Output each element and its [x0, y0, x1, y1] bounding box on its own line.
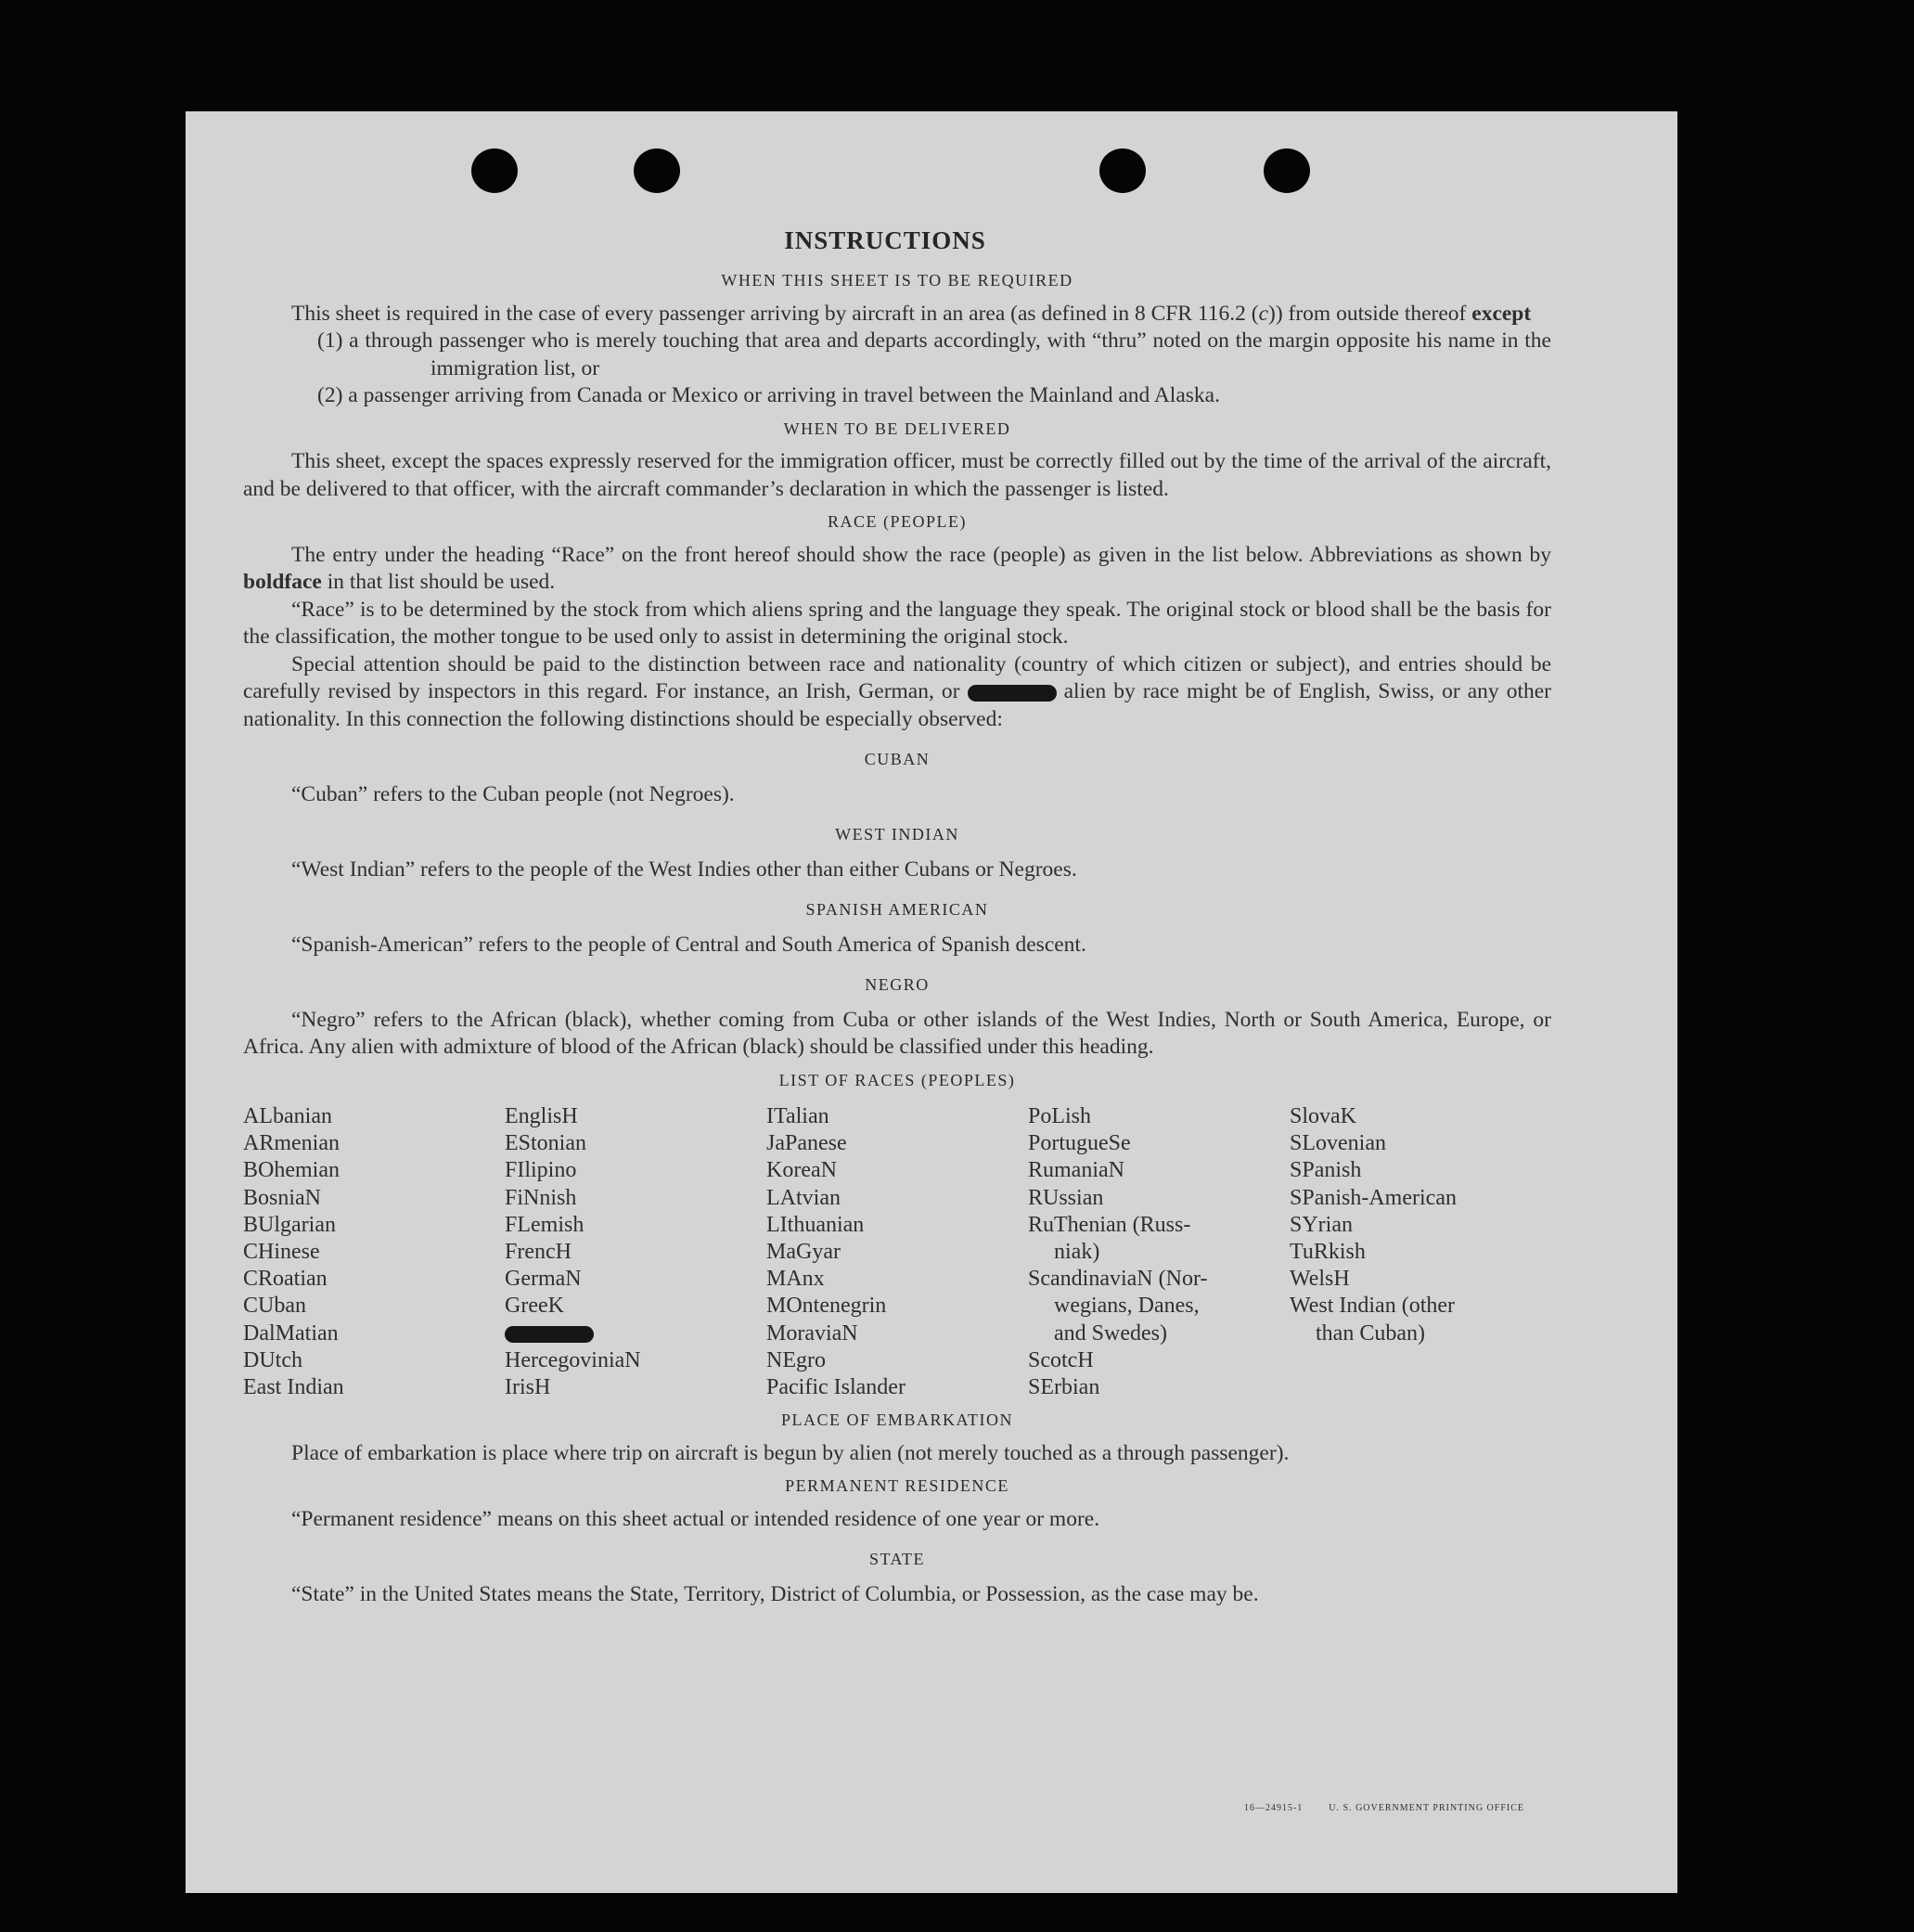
race-entry: SPanish [1290, 1158, 1362, 1183]
punch-hole [634, 148, 680, 193]
race-entry: NEgro [766, 1347, 826, 1372]
delivered-text: This sheet, except the spaces expressly reserved for the immigration officer, must be correctly filled out by the time of the arrival of the aircraft, and be delivered to that officer, with the aircraft commander’s declaration in which the passenger is listed. [243, 449, 1551, 501]
required-item-1: (1) a through passenger who is merely touching that area and departs accordingly, with “thru” noted on the margin opposite his name in the immigration list, or [317, 328, 1551, 380]
race-entry: RumaniaN [1028, 1158, 1124, 1183]
section-heading-negro: NEGRO [865, 975, 930, 994]
race-entry: LAtvian [766, 1185, 841, 1210]
race-entry: Pacific Islander [766, 1375, 906, 1400]
race-entry: BosniaN [243, 1185, 321, 1210]
race-entry: CHinese [243, 1240, 320, 1265]
race-p1-text-2: in that list should be used. [321, 570, 556, 594]
required-intro-text-2: )) from outside thereof [1268, 301, 1472, 326]
race-entry: CRoatian [243, 1267, 328, 1292]
race-entry: WelsH [1290, 1267, 1350, 1292]
races-column [1290, 1103, 1551, 1401]
race-entry: DUtch [243, 1347, 302, 1372]
redaction-mark [505, 1326, 594, 1343]
print-footer [1218, 1803, 1524, 1813]
race-entry: PoLish [1028, 1104, 1092, 1128]
race-entry: JaPanese [766, 1131, 847, 1156]
race-entry: than Cuban) [1316, 1320, 1425, 1346]
punch-hole [471, 148, 518, 193]
race-entry: MaGyar [766, 1240, 841, 1265]
race-entry: FLemish [505, 1212, 584, 1237]
section-heading-west-indian: WEST INDIAN [835, 825, 959, 844]
punch-hole [1099, 148, 1146, 193]
section-heading-required: WHEN THIS SHEET IS TO BE REQUIRED [721, 271, 1073, 290]
race-entry: FrencH [505, 1240, 572, 1265]
race-entry: ScotcH [1028, 1347, 1094, 1372]
race-entry: ScandinaviaN (Nor- [1028, 1267, 1208, 1292]
section-heading-race: RACE (PEOPLE) [828, 512, 967, 531]
race-entry: MAnx [766, 1267, 825, 1292]
race-entry: BOhemian [243, 1158, 340, 1183]
printer-credit: U. S. GOVERNMENT PRINTING OFFICE [1329, 1803, 1524, 1813]
races-column [243, 1103, 505, 1401]
race-entry: TuRkish [1290, 1240, 1366, 1265]
race-entry: FiNnish [505, 1185, 577, 1210]
state-text: “State” in the United States means the State, Territory, District of Columbia, or Possession, as the case may be. [291, 1581, 1259, 1606]
section-heading-races-list: LIST OF RACES (PEOPLES) [778, 1070, 1016, 1089]
page-title: INSTRUCTIONS [784, 226, 986, 254]
race-p3-text: Special attention should be paid to the distinction between race and nationality (country of which citizen or subject), and entries should be carefully revised by inspectors in this regard. For instance, an Irish, German, or [243, 651, 1551, 703]
spanish-american-text: “Spanish-American” refers to the people of Central and South America of Spanish descent. [291, 932, 1086, 957]
race-entry: and Swedes) [1054, 1320, 1167, 1346]
race-entry: EStonian [505, 1131, 586, 1156]
race-entry: KoreaN [766, 1158, 837, 1183]
instructions-body [243, 262, 1551, 1608]
race-entry: East Indian [243, 1375, 344, 1400]
required-intro-text: This sheet is required in the case of every passenger arriving by aircraft in an area (as defined in 8 CFR 116.2 ( [291, 301, 1259, 326]
race-entry [505, 1320, 766, 1347]
race-entry: HercegoviniaN [505, 1347, 641, 1372]
section-heading-embarkation: PLACE OF EMBARKATION [780, 1410, 1014, 1430]
races-column [1028, 1103, 1290, 1401]
section-heading-residence: PERMANENT RESIDENCE [785, 1476, 1009, 1496]
race-p3-text-2: alien by race might be of English, Swiss, or any other nationality. In this connection the following distinctions should be especially observed: [243, 679, 1552, 731]
race-entry: DalMatian [243, 1320, 339, 1346]
race-entry: SErbian [1028, 1375, 1100, 1400]
required-intro [243, 301, 1551, 328]
west-indian-text: “West Indian” refers to the people of the West Indies other than either Cubans or Negroes. [291, 857, 1077, 882]
races-column [766, 1103, 1028, 1401]
race-p1-text: The entry under the heading “Race” on the front hereof should show the race (people) as given in the list below. Abbreviations as shown by [291, 542, 1551, 567]
race-entry: SLovenian [1290, 1131, 1386, 1156]
race-entry: ARmenian [243, 1131, 340, 1156]
race-entry: West Indian (other [1290, 1294, 1456, 1319]
race-entry: LIthuanian [766, 1212, 865, 1237]
race-entry: RuThenian (Russ- [1028, 1212, 1191, 1237]
form-number: 16—24915-1 [1243, 1803, 1304, 1813]
race-entry: SlovaK [1290, 1104, 1356, 1128]
race-entry: PortugueSe [1028, 1131, 1131, 1156]
section-heading-state: STATE [868, 1550, 926, 1569]
race-entry: FIlipino [505, 1158, 577, 1183]
section-heading-spanish-american: SPANISH AMERICAN [805, 900, 989, 919]
redaction-mark [968, 685, 1057, 702]
race-entry: MOntenegrin [766, 1294, 887, 1319]
race-entry: IrisH [505, 1375, 551, 1400]
required-intro-except: except [1471, 301, 1532, 326]
section-heading-cuban: CUBAN [864, 750, 931, 768]
race-paragraph-1 [243, 542, 1551, 597]
embarkation-text: Place of embarkation is place where trip on aircraft is begun by alien (not merely touched as a through passenger). [291, 1440, 1290, 1465]
race-paragraph-3 [243, 651, 1551, 734]
race-entry: CUban [243, 1294, 306, 1319]
race-entry: EnglisH [505, 1104, 578, 1128]
document-page [186, 111, 1677, 1893]
race-entry: ITalian [766, 1104, 829, 1128]
race-entry: ALbanian [243, 1104, 332, 1128]
residence-text: “Permanent residence” means on this sheet actual or intended residence of one year or more. [291, 1506, 1100, 1531]
race-p1-bold: boldface [243, 570, 322, 594]
race-entry: GreeK [505, 1294, 564, 1319]
race-entry: MoraviaN [766, 1320, 858, 1346]
race-entry: BUlgarian [243, 1212, 336, 1237]
races-column [505, 1103, 766, 1401]
races-list [243, 1103, 1551, 1401]
race-entry: RUssian [1028, 1185, 1104, 1210]
race-entry: niak) [1054, 1240, 1100, 1265]
race-entry: SYrian [1290, 1212, 1353, 1237]
required-intro-italic: c [1258, 301, 1268, 326]
race-entry: GermaN [505, 1267, 582, 1292]
negro-text: “Negro” refers to the African (black), whether coming from Cuba or other islands of the West Indies, North or South America, Europe, or Africa. Any alien with admixture of blood of the African (black) should be classified under this heading. [243, 1007, 1551, 1059]
cuban-text: “Cuban” refers to the Cuban people (not Negroes). [291, 781, 735, 806]
section-heading-delivered: WHEN TO BE DELIVERED [783, 419, 1011, 438]
race-paragraph-2: “Race” is to be determined by the stock from which aliens spring and the language they speak. The original stock or blood shall be the basis for the classification, the mother tongue to be used only to assist in determining the original stock. [243, 597, 1551, 649]
race-entry: SPanish-American [1290, 1185, 1457, 1210]
punch-hole [1264, 148, 1310, 193]
required-item-2: (2) a passenger arriving from Canada or Mexico or arriving in travel between the Mainland and Alaska. [317, 383, 1220, 407]
race-entry: wegians, Danes, [1054, 1294, 1200, 1319]
